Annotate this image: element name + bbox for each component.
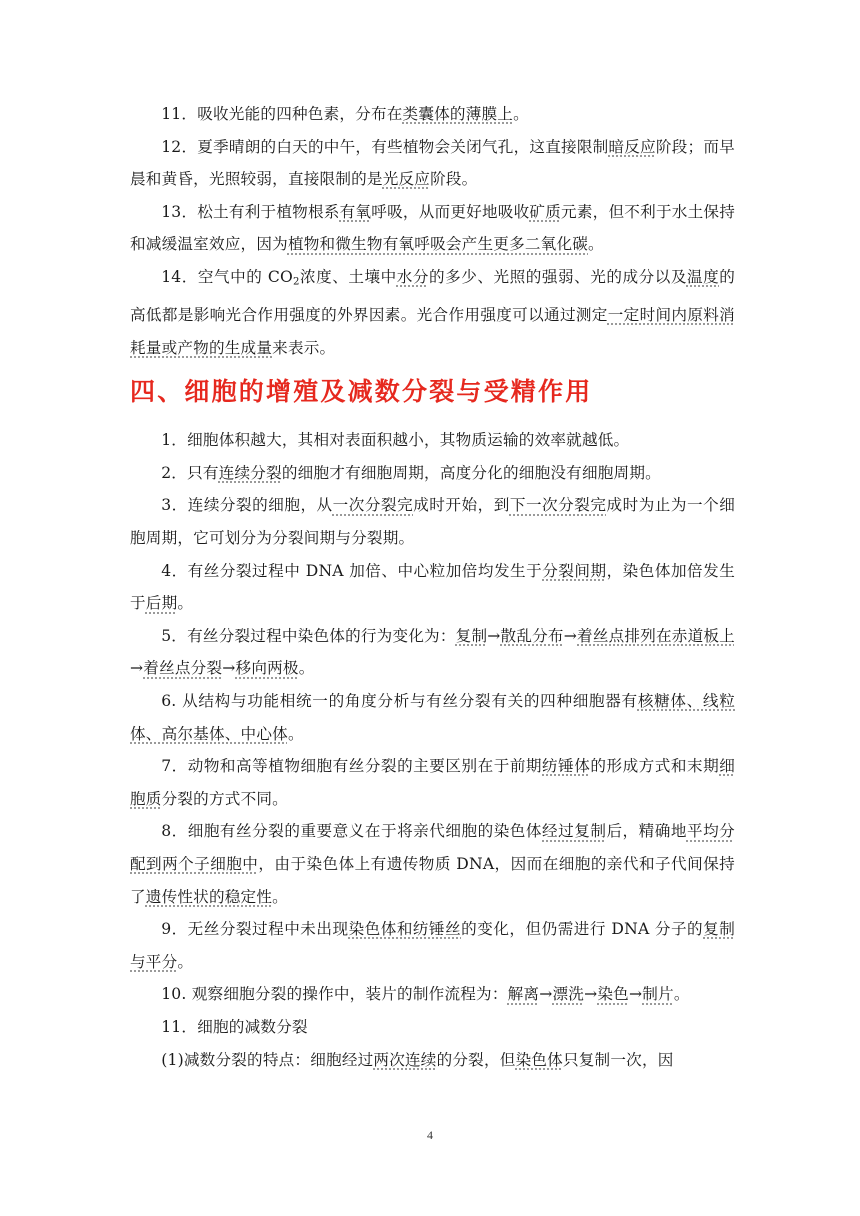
page-content	[130, 98, 735, 1076]
photosynthesis-notes	[130, 98, 735, 364]
note-text: →	[130, 659, 144, 678]
underlined-key-term: 分裂间期	[542, 561, 607, 580]
note-item	[130, 978, 735, 1011]
note-item	[130, 913, 735, 978]
note-text: 8．细胞有丝分裂的重要意义在于将亲代细胞的染色体	[161, 822, 543, 841]
underlined-key-term: 矿质	[529, 202, 562, 221]
underlined-key-term: 染色	[597, 985, 629, 1004]
underlined-key-term: 两次连续	[373, 1050, 437, 1069]
underlined-key-term: 解离	[507, 985, 540, 1004]
note-text: 的多少、光照的强弱、光的成分以及	[428, 267, 687, 286]
underlined-key-term: 漂洗	[552, 985, 585, 1004]
note-text: 4．有丝分裂过程中 DNA 加倍、中心粒加倍均发生于	[161, 561, 543, 580]
cell-division-notes	[130, 424, 735, 1076]
note-text: →	[584, 985, 598, 1004]
note-text: 浓度、土壤中	[299, 267, 397, 286]
note-item	[130, 555, 735, 620]
underlined-key-term: 植物和微生物有氧呼吸会产生更多二氧化碳	[287, 235, 589, 254]
note-text: 成时开始，到	[413, 496, 510, 515]
underlined-key-term: 平均分配到两个子细胞中	[130, 822, 735, 873]
note-item	[130, 815, 735, 913]
note-text: 1．细胞体积越大，其相对表面积越小，其物质运输的效率就越低。	[161, 431, 630, 450]
underlined-key-term: 核糖体、线粒体、高尔基体、中心体	[130, 692, 735, 743]
subscript-text: 2	[292, 276, 300, 288]
underlined-key-term: 连续分裂	[218, 463, 282, 482]
note-item	[130, 685, 735, 750]
underlined-key-term: 染色体和纺锤丝	[348, 920, 462, 939]
note-text: 13．松土有利于植物根系	[161, 202, 340, 221]
note-text: 来表示。	[272, 338, 336, 357]
underlined-key-term: 散乱分布	[500, 626, 564, 645]
note-text: 。	[513, 105, 529, 123]
underlined-key-term: 着丝点排列在赤道板上	[577, 626, 735, 645]
underlined-key-term: 复制与平分	[130, 920, 736, 971]
note-text: 分裂的方式不同。	[161, 789, 288, 808]
note-text: 后，精确地	[606, 822, 687, 841]
underlined-key-term: 制片	[642, 985, 674, 1004]
underlined-key-term: 下一次分裂完	[509, 496, 607, 515]
underlined-key-term: 遗传性状的稳定性	[145, 887, 273, 906]
note-text: →	[539, 985, 553, 1004]
note-text: 5．有丝分裂过程中染色体的行为变化为：	[161, 626, 456, 645]
underlined-key-term: 细胞质	[130, 757, 735, 808]
underlined-key-term: 暗反应	[608, 137, 656, 156]
note-text: 12．夏季晴朗的白天的中午，有些植物会关闭气孔，这直接限制	[161, 137, 609, 156]
note-item	[130, 196, 735, 261]
note-text: 7．动物和高等植物细胞有丝分裂的主要区别在于前期	[161, 757, 543, 776]
underlined-key-term: 有氧	[339, 202, 372, 221]
note-text: →	[222, 659, 236, 678]
note-text: →	[487, 626, 501, 645]
note-text: 。	[287, 724, 304, 743]
note-text: →	[628, 985, 643, 1004]
note-item	[130, 457, 735, 490]
underlined-key-term: 着丝点分裂	[143, 659, 223, 678]
underlined-key-term: 温度	[686, 267, 720, 286]
note-text: 阶段。	[430, 170, 478, 189]
note-text: 的分裂，但	[436, 1050, 516, 1069]
note-text: 的形成方式和末期	[590, 757, 720, 776]
underlined-key-term: 水分	[396, 267, 429, 286]
underlined-key-term: 移向两极	[235, 659, 299, 678]
note-text: 3．连续分裂的细胞，从	[161, 496, 333, 515]
underlined-key-term: 纺锤体	[542, 757, 591, 776]
note-text: 的变化，但仍需进行 DNA 分子的	[461, 920, 704, 939]
underlined-key-term: 经过复制	[542, 822, 607, 841]
note-text: 11．吸收光能的四种色素，分布在	[161, 105, 403, 123]
note-text: 。	[673, 985, 690, 1004]
note-text: 只复制一次，因	[562, 1050, 674, 1069]
note-text: →	[563, 626, 578, 645]
note-text: 。	[177, 952, 194, 971]
note-item	[130, 750, 735, 815]
underlined-key-term: 一次分裂完	[332, 496, 414, 515]
page-number: 4	[427, 1128, 433, 1142]
note-text: 的高低都是影响光合作用强度的外界因素。光合作用强度可以通过测定	[130, 267, 735, 325]
underlined-key-term: 类囊体的薄膜上	[402, 105, 514, 123]
section-heading: 四、细胞的增殖及减数分裂与受精作用	[130, 377, 593, 407]
underlined-key-term: 染色体	[515, 1050, 563, 1069]
note-item	[130, 261, 735, 364]
underlined-key-term: 光反应	[382, 170, 431, 189]
note-text: 。	[588, 235, 604, 254]
note-text: ，染色体加倍发生于	[130, 561, 735, 613]
note-text: 呼吸，从而更好地吸收	[371, 202, 530, 221]
note-text: 。	[298, 659, 315, 678]
note-text: (1)减数分裂的特点：细胞经过	[161, 1050, 374, 1069]
underlined-key-term: 后期	[145, 594, 178, 613]
note-text: 9．无丝分裂过程中未出现	[161, 920, 349, 939]
note-text: 11．细胞的减数分裂	[161, 1017, 308, 1036]
note-text: ，由于染色体上有遗传物质 DNA，因而在细胞的亲代和子代间保持了	[130, 855, 735, 906]
note-item	[130, 98, 735, 131]
note-item	[130, 1044, 735, 1077]
note-item	[130, 489, 735, 554]
note-text: 成时为止为一个细胞周期，它可划分为分裂间期与分裂期。	[130, 496, 736, 548]
underlined-key-term: 复制	[455, 626, 488, 645]
note-text: 6. 从结构与功能相统一的角度分析与有丝分裂有关的四种细胞器有	[161, 692, 638, 711]
note-text: 阶段；而早晨和黄昏，光照较弱，直接限制的是	[130, 137, 735, 189]
note-item	[130, 424, 735, 457]
underlined-key-term: 一定时间内原料消耗量或产物的生成量	[130, 306, 735, 357]
note-text: 的细胞才有细胞周期，高度分化的细胞没有细胞周期。	[281, 463, 661, 482]
note-text: 。	[272, 887, 288, 906]
note-text: 元素，但不利于水土保持和减缓温室效应，因为	[130, 202, 735, 254]
note-item	[130, 620, 735, 685]
note-item	[130, 131, 735, 196]
note-item	[130, 1011, 735, 1044]
note-text: 10. 观察细胞分裂的操作中，装片的制作流程为：	[161, 985, 508, 1004]
note-text: 2．只有	[161, 463, 219, 482]
note-text: 。	[177, 594, 194, 613]
note-text: 14．空气中的 CO	[161, 267, 293, 286]
